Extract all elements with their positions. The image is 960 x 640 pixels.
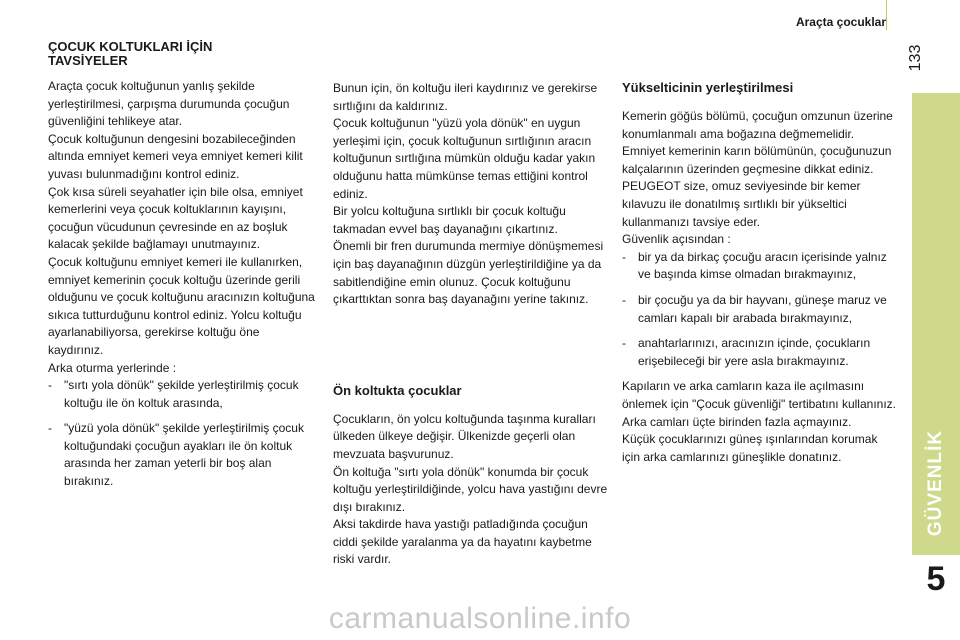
paragraph: Önemli bir fren durumunda mermiye dönüşmemesi için baş dayanağının düzgün yerleştirildiğine ya da sabitlendiğine emin olunuz. Çocuk koltuğunu çıkarttıktan sonra baş dayanağını yerine takınız.: [333, 239, 604, 307]
list-item: - bir çocuğu ya da bir hayvanı, güneşe maruz ve camları kapalı bir arabada bırakmayınız,: [622, 292, 897, 327]
main-heading-line-2: TAVSİYELER: [48, 53, 128, 68]
list-item: - anahtarlarınızı, aracınızın içinde, çocukların erişebileceği bir yere asla bırakmayınız.: [622, 335, 897, 370]
rear-seat-list: [48, 377, 318, 491]
list-item: - "yüzü yola dönük" şekilde yerleştirilmiş çocuk koltuğundaki çocuğun ayakları ile ön koltuk arasında her zaman yeterli bir boş alan bırakınız.: [48, 420, 318, 490]
paragraph: Aksi takdirde hava yastığı patladığında çocuğun ciddi şekilde yaralanma ya da hayatını kaybetme riski vardır.: [333, 517, 592, 567]
page-number-text: 133: [907, 44, 924, 72]
paragraph: Arka oturma yerlerinde :: [48, 360, 177, 375]
paragraph: Çocukların, ön yolcu koltuğunda taşınma kuralları ülkeden ülkeye değişir. Ülkenizde geçerli olan mevzuata başvurunuz.: [333, 411, 596, 461]
page-number: [906, 43, 926, 73]
main-heading-line-1: ÇOCUK KOLTUKLARI İÇİN: [48, 39, 213, 54]
paragraph: Çocuk koltuğunu emniyet kemeri ile kullanırken, emniyet kemerinin çocuk koltuğu üzerinde gerili olduğunu ve çocuk koltuğunu aracınızın koltuğuna sıkıca tutturduğunu kontrol ediniz. Yolcu koltuğu ayarlanabiliyorsa, gerekirse koltuğu öne kaydırınız.: [48, 254, 315, 357]
paragraph: Arka camları üçte birinden fazla açmayınız.: [622, 414, 852, 429]
paragraph: Çocuk koltuğunun "yüzü yola dönük" en uygun yerleşimi için, çocuk koltuğunun sırtlığının aracın koltuğunun sırtlığına mümkün olduğu kadar yakın olduğunu hatta mümkünse temas ettiğini kontrol ediniz.: [333, 116, 596, 201]
front-seat-heading: Ön koltukta çocuklar: [333, 382, 462, 398]
paragraph: Çocuk koltuğunun dengesini bozabileceğinden altında emniyet kemeri veya emniyet kemeri kilit yuvası bulunmadığını kontrol ediniz.: [48, 131, 303, 181]
column-right: [622, 80, 897, 466]
paragraph: Çok kısa süreli seyahatler için bile olsa, emniyet kemerlerini veya çocuk koltuklarının kayışını, çocuğun vücudunun çevresinde en az boşluk kalacak şekilde bağlamayı unutmayınız.: [48, 184, 303, 252]
paragraph: Kemerin göğüs bölümü, çocuğun omzunun üzerine konumlanmalı ama boğazına değmemelidir.: [622, 109, 893, 141]
paragraph: PEUGEOT size, omuz seviyesinde bir kemer kılavuzu ile donatılmış sırtlıklı bir yükseltici kullanmanızı tavsiye eder.: [622, 179, 861, 229]
header-divider: [886, 0, 887, 30]
paragraph: Bir yolcu koltuğuna sırtlıklı bir çocuk koltuğu takmadan evvel baş dayanağını çıkartınız.: [333, 204, 566, 236]
chapter-tab-text: GÜVENLİK: [925, 429, 946, 537]
booster-heading: Yükselticinin yerleştirilmesi: [622, 80, 794, 95]
list-item: - bir ya da birkaç çocuğu aracın içerisinde yalnız ve başında kimse olmadan bırakmayınız,: [622, 249, 897, 284]
chapter-side-tab: [912, 93, 960, 555]
watermark: carmanualsonline.info: [328, 602, 632, 635]
paragraph: Ön koltuğa "sırtı yola dönük" konumda bir çocuk koltuğu yerleştirildiğinde, yolcu hava yastığını devre dışı bırakınız.: [333, 464, 608, 514]
safety-list: [622, 249, 897, 371]
section-title: Araçta çocuklar: [795, 15, 886, 29]
paragraph: Araçta çocuk koltuğunun yanlış şekilde yerleştirilmesi, çarpışma durumunda çocuğun güvenliğini tehlikeye atar.: [48, 79, 290, 129]
chapter-tab-label: [912, 423, 960, 543]
column-middle: [333, 80, 608, 569]
paragraph: Emniyet kemerinin karın bölümünün, çocuğunuzun kalçalarının üzerinden geçmesine dikkat ediniz.: [622, 144, 892, 176]
paragraph: Güvenlik açısından :: [622, 232, 731, 247]
column-left: [48, 40, 318, 499]
paragraph: Kapıların ve arka camların kaza ile açılmasını önlemek için "Çocuk güvenliği" tertibatını kullanınız.: [622, 379, 896, 411]
list-item: - "sırtı yola dönük" şekilde yerleştirilmiş çocuk koltuğu ile ön koltuk arasında,: [48, 377, 318, 412]
chapter-number: 5: [926, 560, 946, 598]
paragraph: Küçük çocuklarınızı güneş ışınlarından korumak için arka camlarınızı güneşlikle donatınız.: [622, 432, 878, 464]
paragraph: Bunun için, ön koltuğu ileri kaydırınız ve gerekirse sırtlığını da kaldırınız.: [333, 81, 598, 113]
main-heading: [48, 40, 318, 68]
